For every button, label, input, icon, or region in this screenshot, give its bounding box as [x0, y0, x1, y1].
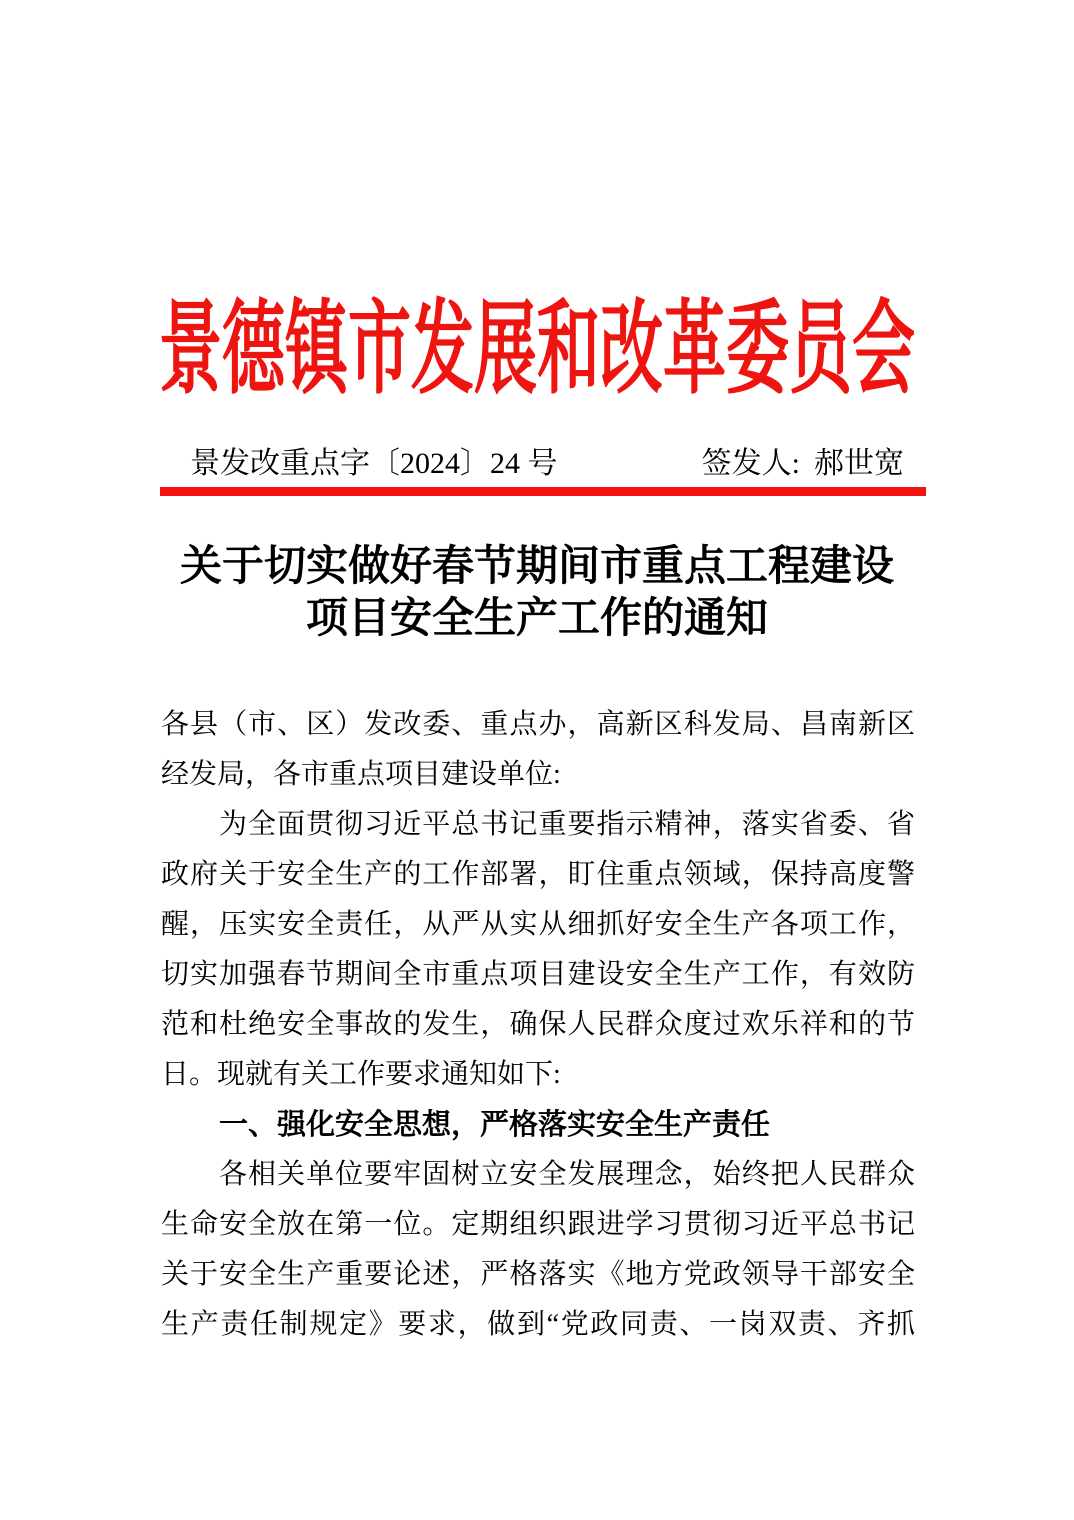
agency-header: 景德镇市发展和改革委员会	[159, 293, 915, 407]
red-divider-rule	[160, 487, 926, 496]
doc-info-row	[160, 444, 926, 484]
section-heading: 一、强化安全思想，严格落实安全生产责任	[219, 1109, 771, 1141]
signer-label: 签发人:	[701, 447, 800, 480]
paragraph-line: 关于安全生产重要论述，严格落实《地方党政领导干部安全	[161, 1259, 915, 1290]
doc-number: 景发改重点字〔2024〕24 号	[190, 447, 558, 480]
paragraph-line: 政府关于安全生产的工作部署，盯住重点领域，保持高度警	[161, 859, 915, 890]
signer	[702, 444, 904, 484]
paragraph-line: 生命安全放在第一位。定期组织跟进学习贯彻习近平总书记	[161, 1209, 915, 1240]
document-title-line-1: 关于切实做好春节期间市重点工程建设	[179, 544, 894, 590]
paragraph-line: 切实加强春节期间全市重点项目建设安全生产工作，有效防	[161, 959, 915, 990]
salutation-line: 各县（市、区）发改委、重点办，高新区科发局、昌南新区	[161, 709, 915, 740]
signer-name: 郝世宽	[814, 447, 904, 480]
document-body	[161, 700, 915, 1350]
paragraph-line: 为全面贯彻习近平总书记重要指示精神，落实省委、省	[219, 809, 915, 840]
paragraph-line: 范和杜绝安全事故的发生，确保人民群众度过欢乐祥和的节	[161, 1009, 915, 1040]
paragraph-line: 日。现就有关工作要求通知如下:	[161, 1059, 561, 1090]
salutation-line: 经发局，各市重点项目建设单位:	[161, 759, 561, 790]
paragraph-line: 醒，压实安全责任，从严从实从细抓好安全生产各项工作，	[161, 909, 915, 940]
paragraph-line: 生产责任制规定》要求，做到“党政同责、一岗双责、齐抓	[161, 1309, 915, 1340]
paragraph-line: 各相关单位要牢固树立安全发展理念，始终把人民群众	[219, 1159, 915, 1190]
document-title-line-2: 项目安全生产工作的通知	[305, 596, 768, 642]
document-title	[0, 541, 1074, 645]
